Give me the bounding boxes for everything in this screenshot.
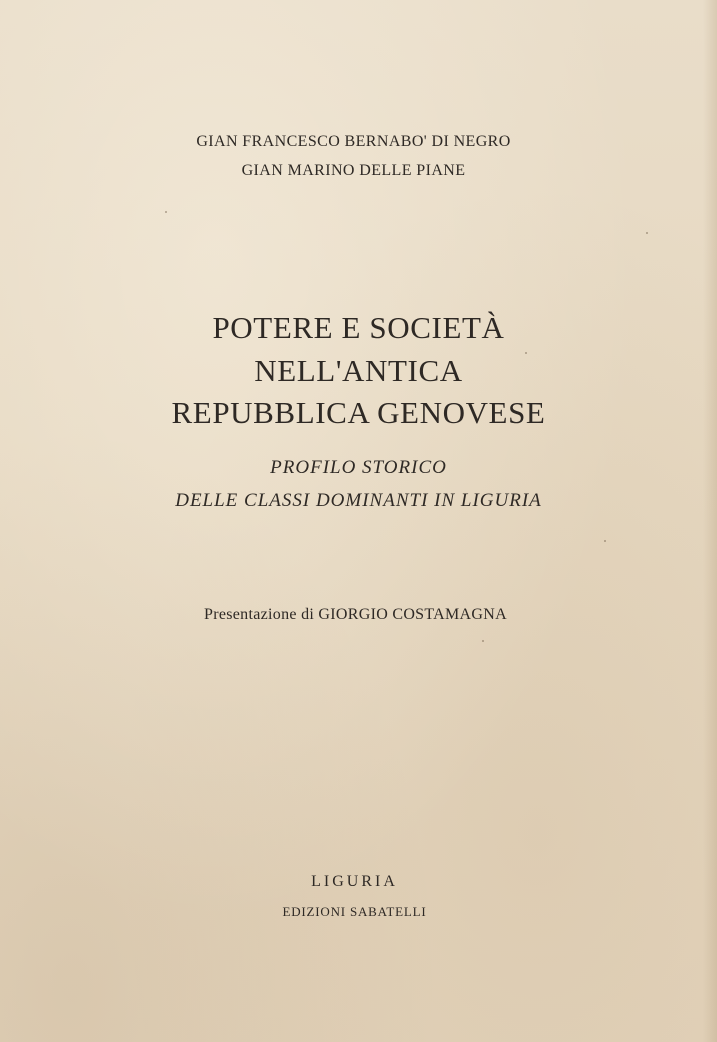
author-2: GIAN MARINO DELLE PIANE — [241, 162, 466, 179]
presentation-credit: Presentazione di GIORGIO COSTAMAGNA — [204, 606, 507, 623]
paper-speck — [525, 352, 527, 354]
paper-speck — [482, 640, 484, 642]
title-line-3: REPUBBLICA GENOVESE — [171, 395, 546, 430]
paper-speck — [604, 540, 606, 542]
subtitle-line-2: DELLE CLASSI DOMINANTI IN LIGURIA — [175, 490, 542, 511]
paper-speck — [646, 232, 648, 234]
imprint-place: LIGURIA — [311, 873, 398, 890]
title-line-2: NELL'ANTICA — [254, 353, 463, 388]
imprint-publisher: EDIZIONI SABATELLI — [282, 904, 427, 919]
paper-speck — [165, 211, 167, 213]
subtitle-line-1: PROFILO STORICO — [270, 457, 447, 478]
author-1: GIAN FRANCESCO BERNABO' DI NEGRO — [196, 133, 511, 150]
title-line-1: POTERE E SOCIETÀ — [212, 310, 505, 345]
